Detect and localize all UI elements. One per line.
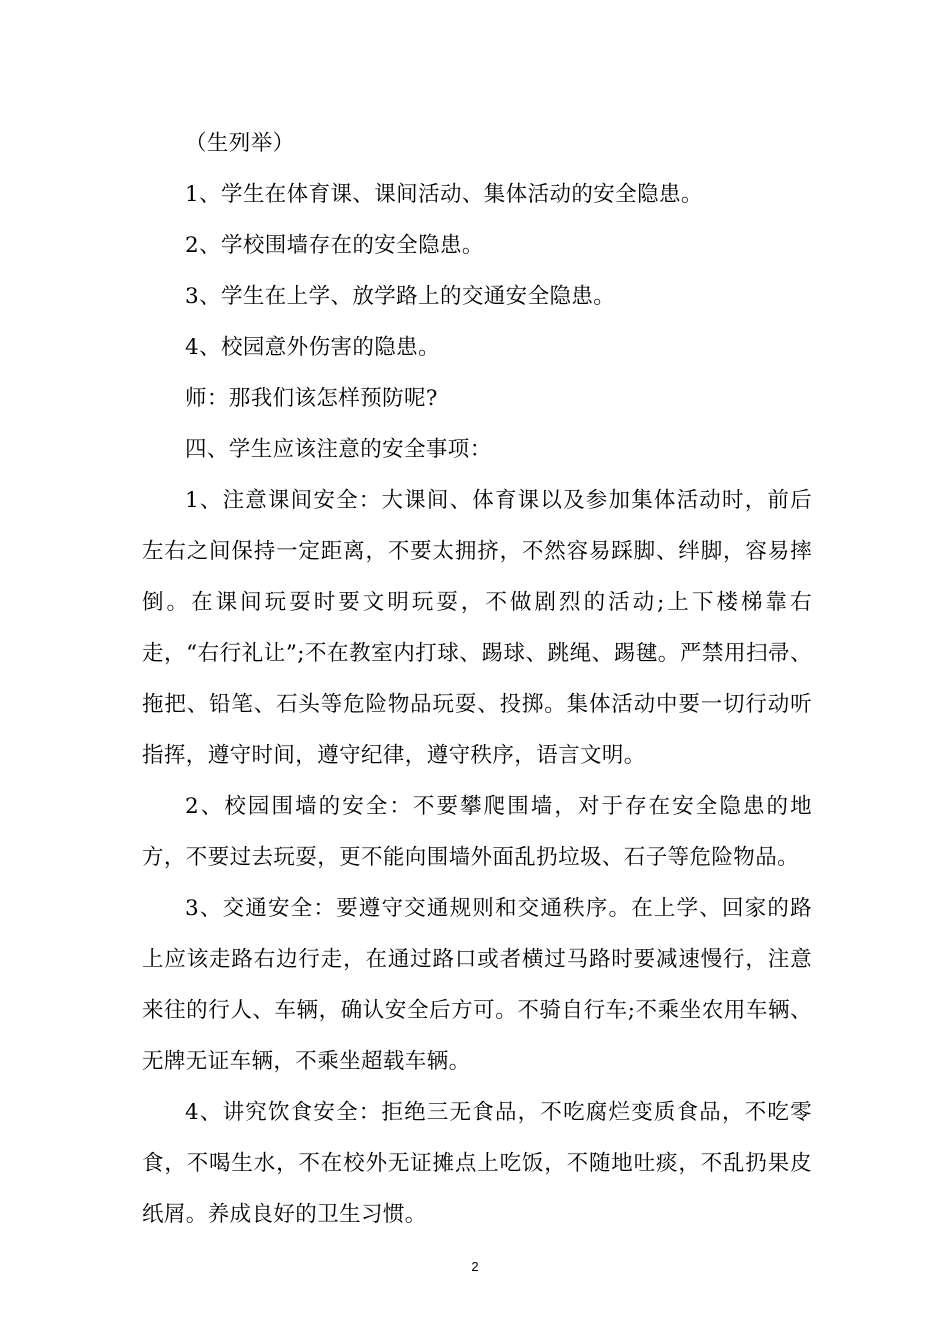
page-number: 2 — [471, 1259, 479, 1274]
paragraph-hazard-1: 1、学生在体育课、课间活动、集体活动的安全隐患。 — [185, 182, 703, 207]
paragraph-traffic-safety: 3、交通安全：要遵守交通规则和交通秩序。在上学、回家的路上应该走路右边行走，在通过路口或者横过马路时要减速慢行，注意来往的行人、车辆，确认安全后方可。不骑自行车;不乘坐农用车辆、无牌无证车辆，不乘坐超载车辆。 — [142, 896, 812, 1074]
section-heading-safety-items: 四、学生应该注意的安全事项： — [185, 437, 492, 462]
page-body — [142, 118, 812, 1240]
paragraph-teacher-question: 师：那我们该怎样预防呢? — [185, 386, 438, 411]
paragraph-food-safety: 4、讲究饮食安全：拒绝三无食品，不吃腐烂变质食品，不吃零食，不喝生水，不在校外无证摊点上吃饭，不随地吐痰，不乱扔果皮纸屑。养成良好的卫生习惯。 — [142, 1100, 812, 1227]
paragraph-campus-wall-safety: 2、校园围墙的安全：不要攀爬围墙，对于存在安全隐患的地方，不要过去玩耍，更不能向围墙外面乱扔垃圾、石子等危险物品。 — [142, 794, 812, 870]
paragraph-hazard-4: 4、校园意外伤害的隐患。 — [185, 335, 440, 360]
paragraph-student-list-note: （生列举） — [185, 131, 295, 156]
paragraph-hazard-2: 2、学校围墙存在的安全隐患。 — [185, 233, 484, 258]
paragraph-hazard-3: 3、学生在上学、放学路上的交通安全隐患。 — [185, 284, 616, 309]
paragraph-break-time-safety: 1、注意课间安全：大课间、体育课以及参加集体活动时，前后左右之间保持一定距离，不要太拥挤，不然容易踩脚、绊脚，容易摔倒。在课间玩耍时要文明玩耍，不做剧烈的活动;上下楼梯靠右走，“右行礼让”;不在教室内打球、踢球、跳绳、踢毽。严禁用扫帚、拖把、铅笔、石头等危险物品玩耍、投掷。集体活动中要一切行动听指挥，遵守时间，遵守纪律，遵守秩序，语言文明。 — [142, 488, 812, 768]
